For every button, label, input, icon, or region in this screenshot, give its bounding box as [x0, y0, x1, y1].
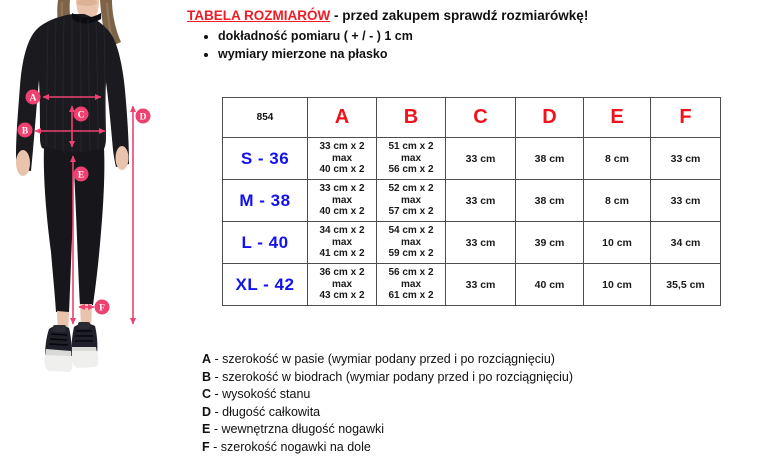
legend-item-d: D - długość całkowita: [202, 404, 321, 419]
marker-b-label: B: [21, 126, 29, 137]
measurement-legend: [202, 351, 573, 457]
cell-a: 33 cm x 2 max 40 cm x 2: [308, 138, 377, 180]
cell-c: 33 cm: [446, 180, 516, 222]
column-header-e: E: [584, 98, 651, 138]
column-header-a: A: [308, 98, 377, 138]
table-row-m38: [223, 180, 721, 222]
cell-e: 10 cm: [584, 222, 651, 264]
cell-e: 8 cm: [584, 180, 651, 222]
page-title-rest: - przed zakupem sprawdź rozmiarówkę!: [334, 8, 589, 23]
cell-a: 36 cm x 2 max 43 cm x 2: [308, 264, 377, 306]
bullet-flat-measure: • wymiary mierzone na płasko: [218, 47, 762, 63]
cell-f: 34 cm: [651, 222, 721, 264]
cell-c: 33 cm: [446, 138, 516, 180]
product-code-cell: 854: [223, 98, 308, 138]
cell-b: 54 cm x 2 max 59 cm x 2: [377, 222, 446, 264]
table-row-s36: [223, 138, 721, 180]
size-label: M - 38: [223, 180, 308, 222]
cell-b: 52 cm x 2 max 57 cm x 2: [377, 180, 446, 222]
cell-f: 33 cm: [651, 180, 721, 222]
cell-d: 40 cm: [516, 264, 584, 306]
table-row-xl42: [223, 264, 721, 306]
size-label: XL - 42: [223, 264, 308, 306]
cell-d: 38 cm: [516, 138, 584, 180]
column-header-c: C: [446, 98, 516, 138]
marker-d-label: D: [139, 112, 147, 123]
marker-f-label: F: [99, 303, 105, 314]
legend-item-e: E - wewnętrzna długość nogawki: [202, 422, 385, 437]
cell-f: 35,5 cm: [651, 264, 721, 306]
cell-c: 33 cm: [446, 222, 516, 264]
cell-d: 39 cm: [516, 222, 584, 264]
cell-c: 33 cm: [446, 264, 516, 306]
cell-a: 33 cm x 2 max 40 cm x 2: [308, 180, 377, 222]
size-label: S - 36: [223, 138, 308, 180]
marker-a-label: A: [29, 93, 37, 104]
legend-item-c: C - wysokość stanu: [202, 387, 311, 402]
cell-f: 33 cm: [651, 138, 721, 180]
header-block: [187, 7, 762, 64]
cell-b: 56 cm x 2 max 61 cm x 2: [377, 264, 446, 306]
bullet-list: [187, 29, 762, 62]
model-leggings: [44, 146, 105, 313]
size-label: L - 40: [223, 222, 308, 264]
model-hand-right: [116, 146, 129, 170]
page-title: [187, 7, 762, 24]
model-sneakers: [44, 322, 98, 372]
column-header-d: D: [516, 98, 584, 138]
model-photo: [0, 0, 185, 385]
model-figure-illustration: [0, 0, 185, 385]
table-row-l40: [223, 222, 721, 264]
column-header-b: B: [377, 98, 446, 138]
cell-b: 51 cm x 2 max 56 cm x 2: [377, 138, 446, 180]
cell-e: 8 cm: [584, 138, 651, 180]
table-header-row: [223, 98, 721, 138]
cell-e: 10 cm: [584, 264, 651, 306]
column-header-f: F: [651, 98, 721, 138]
marker-e-label: E: [77, 170, 85, 181]
cell-a: 34 cm x 2 max 41 cm x 2: [308, 222, 377, 264]
marker-c-label: C: [77, 110, 85, 121]
legend-item-a: A - szerokość w pasie (wymiar podany przed i po rozciągnięciu): [202, 352, 555, 366]
model-hand-left: [16, 150, 30, 176]
legend-item-f: F - szerokość nogawki na dole: [202, 439, 371, 454]
size-table: [222, 97, 721, 306]
bullet-accuracy: • dokładność pomiaru ( + / - ) 1 cm: [218, 29, 762, 45]
cell-d: 38 cm: [516, 180, 584, 222]
legend-item-b: B - szerokość w biodrach (wymiar podany przed i po rozciągnięciu): [202, 369, 573, 384]
page-title-highlight: TABELA ROZMIARÓW: [187, 8, 331, 23]
